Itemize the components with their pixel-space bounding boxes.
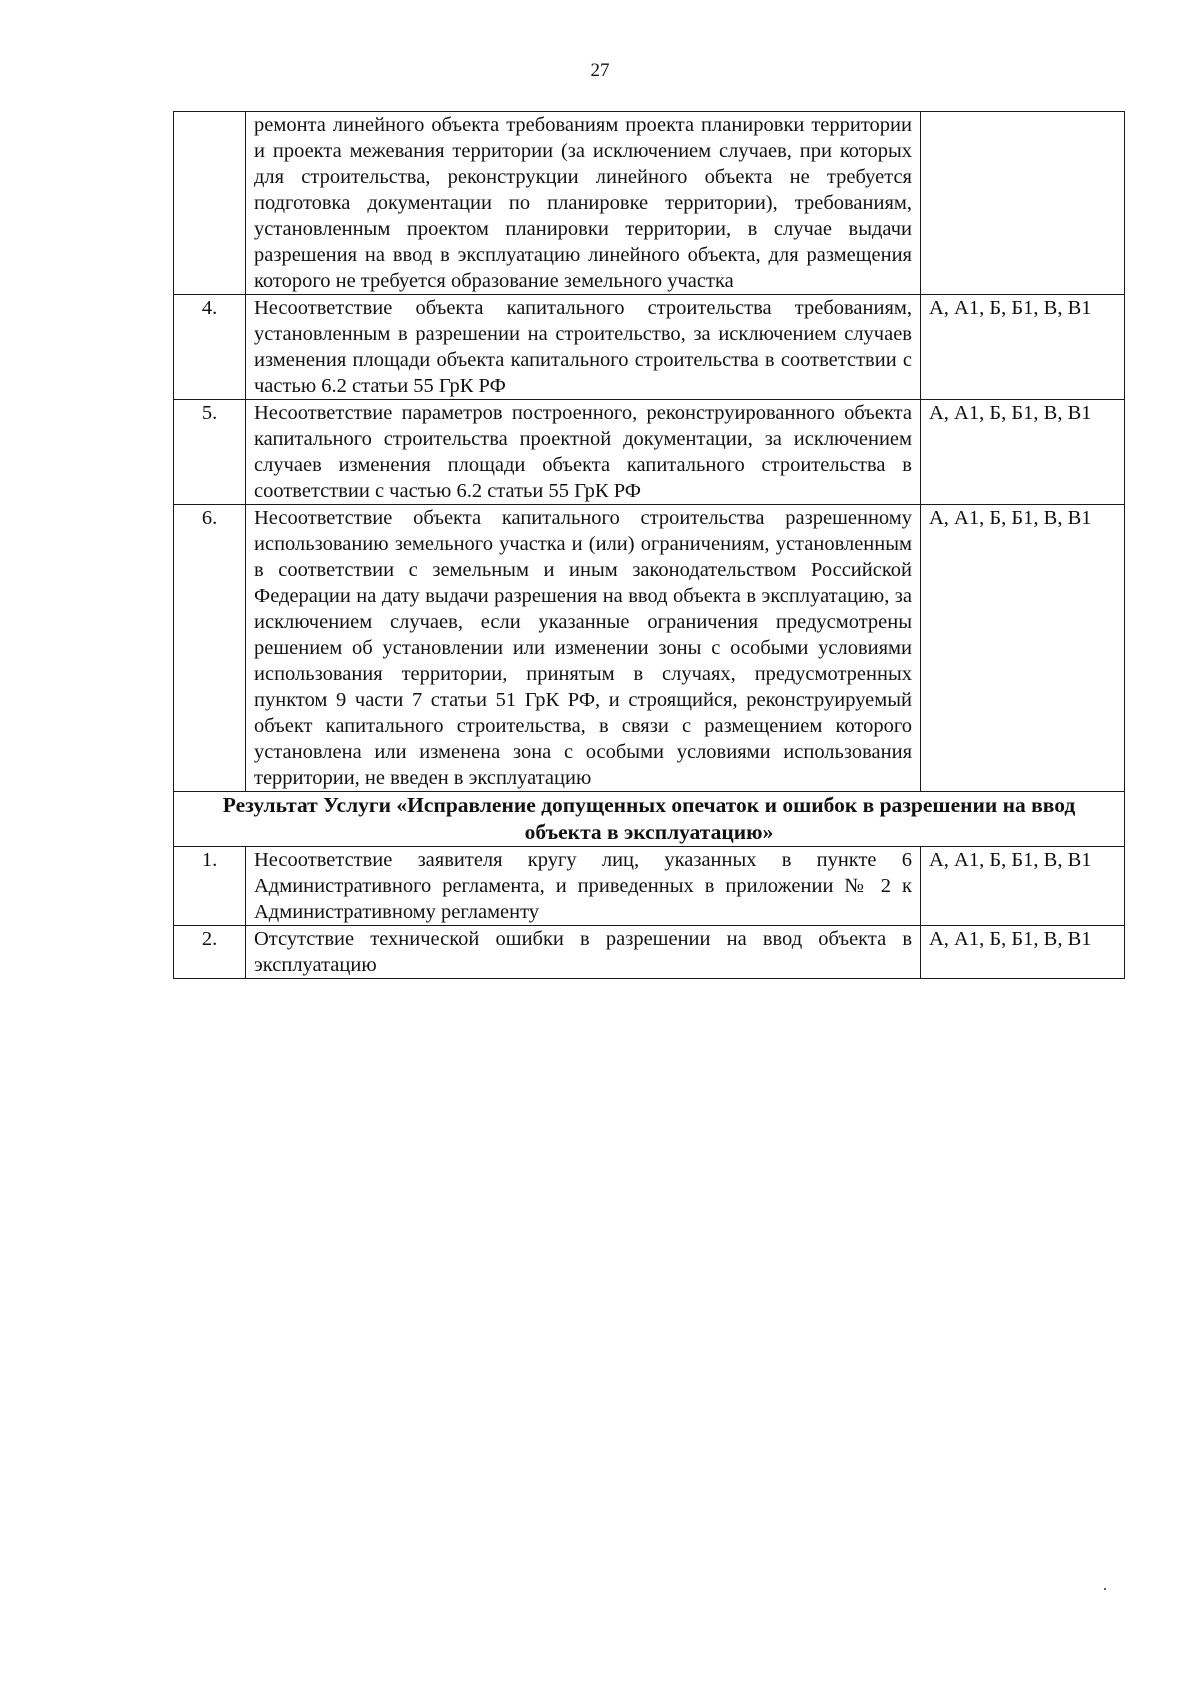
row-description: Несоответствие объекта капитального строительства требованиям, установленным в разрешении на строительство, за исключением случаев изменения площади объекта капитального строительства в соответствии с частью 6.2 статьи 55 ГрК РФ <box>246 295 921 400</box>
table-row <box>174 400 1125 505</box>
row-codes: А, А1, Б, Б1, В, В1 <box>921 847 1125 926</box>
row-number: 1. <box>174 847 246 926</box>
row-description: Несоответствие заявителя кругу лиц, указанных в пункте 6 Административного регламента, и приведенных в приложении № 2 к Административному регламенту <box>246 847 921 926</box>
page-number: 27 <box>590 60 610 81</box>
section-heading-row <box>174 792 1125 847</box>
row-description: ремонта линейного объекта требованиям проекта планировки территории и проекта межевания территории (за исключением случаев, при которых для строительства, реконструкции линейного объекта не требуется подготовка документации по планировке территории), требованиям, установленным проектом планировки территории, в случае выдачи разрешения на ввод в эксплуатацию линейного объекта, для размещения которого не требуется образование земельного участка <box>246 112 921 295</box>
table-row <box>174 926 1125 979</box>
row-number: 5. <box>174 400 246 505</box>
row-number: 4. <box>174 295 246 400</box>
row-number: 6. <box>174 505 246 792</box>
row-codes: А, А1, Б, Б1, В, В1 <box>921 295 1125 400</box>
scan-speck <box>1104 1588 1106 1590</box>
row-codes: А, А1, Б, Б1, В, В1 <box>921 400 1125 505</box>
row-description: Несоответствие параметров построенного, реконструированного объекта капитального строительства проектной документации, за исключением случаев изменения площади объекта капитального строительства в соответствии с частью 6.2 статьи 55 ГрК РФ <box>246 400 921 505</box>
table-row <box>174 847 1125 926</box>
row-codes: А, А1, Б, Б1, В, В1 <box>921 505 1125 792</box>
row-codes: А, А1, Б, Б1, В, В1 <box>921 926 1125 979</box>
row-description: Несоответствие объекта капитального строительства разрешенному использованию земельного участка и (или) ограничениям, установленным в соответствии с земельным и иным законодательством Российской Федерации на дату выдачи разрешения на ввод объекта в эксплуатацию, за исключением случаев, если указанные ограничения предусмотрены решением об установлении или изменении зоны с особыми условиями использования территории, принятым в случаях, предусмотренных пунктом 9 части 7 статьи 51 ГрК РФ, и строящийся, реконструируемый объект капитального строительства, в связи с размещением которого установлена или изменена зона с особыми условиями использования территории, не введен в эксплуатацию <box>246 505 921 792</box>
table-row <box>174 295 1125 400</box>
grounds-table <box>173 111 1125 979</box>
row-number: 2. <box>174 926 246 979</box>
row-codes <box>921 112 1125 295</box>
table-row-continuation <box>174 112 1125 295</box>
row-number <box>174 112 246 295</box>
row-description: Отсутствие технической ошибки в разрешении на ввод объекта в эксплуатацию <box>246 926 921 979</box>
table-row <box>174 505 1125 792</box>
section-heading: Результат Услуги «Исправление допущенных опечаток и ошибок в разрешении на ввод объекта в эксплуатацию» <box>174 792 1125 847</box>
